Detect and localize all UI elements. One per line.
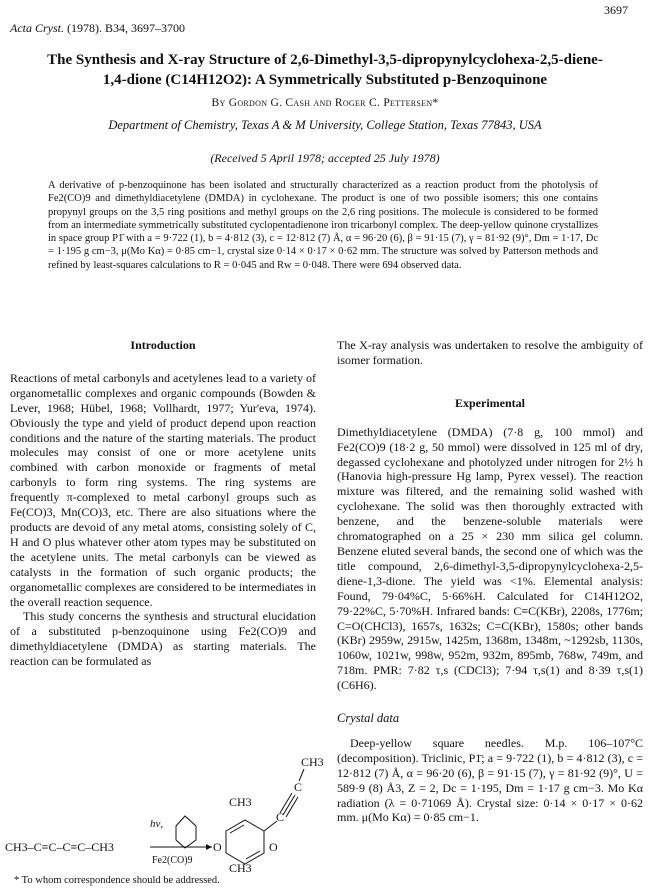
crystal-data-paragraph: Deep-yellow square needles. M.p. 106–107°C (decomposition). Triclinic, P1̄; a = 9·722 (1), b = 4·812 (3), c = 12·812 (7) Å, α = 96·20 (6), β = 91·15 (7), γ = 81·92 (9)°, U = 589·9 (8) Å3, Z = 2, Dc = 1·195, Dm = 1·17 g cm−3. Mo Kα radiation (λ = 0·71069 Å). Crystal size: 0·14 × 0·17 × 0·62 mm. μ(Mo Kα) = 0·85 cm−1. [337, 735, 643, 825]
quinone-ring-icon [226, 820, 264, 864]
received-dates: (Received 5 April 1978; accepted 25 July 1978) [210, 151, 440, 165]
reagent-label: Fe2(CO)9 [152, 855, 193, 866]
article-title-line-2: 1,4-dione (C14H12O2): A Symmetrically Substituted p-Benzoquinone [102, 72, 548, 88]
article-title [10, 50, 640, 90]
article-title-line-1: The Synthesis and X-ray Structure of 2,6-Dimethyl-3,5-dipropynylcyclohexa-2,5-diene- [47, 52, 603, 68]
carbon-top-1: C [276, 810, 285, 824]
journal-volume-pages: (1978). B34, 3697–3700 [64, 21, 185, 35]
crystal-data-heading: Crystal data [337, 711, 400, 726]
double-bond-icon [230, 825, 244, 833]
double-bond-icon [246, 851, 260, 859]
introduction-section [10, 338, 316, 669]
author-line: By Gordon G. Cash and Roger C. Pettersen* [211, 97, 439, 109]
light-label: hν, [150, 818, 164, 830]
introduction-continuation: The X-ray analysis was undertaken to resolve the ambiguity of isomer formation. [337, 338, 643, 367]
oxygen-left: O [213, 840, 222, 854]
introduction-paragraph-1: Reactions of metal carbonyls and acetylenes lead to a variety of organometallic complexes and organic compounds (Bowden & Lever, 1968; Hübel, 1968; Vollhardt, 1977; Yur'eva, 1974). Obviously the type and yield of product depend upon reaction conditions and the nature of the starting materials. The product molecules may consist of one or more acetylene units combined with carbon monoxide or fragments of metal carbonyls to form ring systems. The ring systems are frequently π-complexed to metal carbonyl groups such as Fe(CO)3, Mn(CO)3, etc. There are also situations where the products are devoid of any metal atoms, consisting solely of C, H and O plus whatever other atom types may be substituted on the acetylene units. The metal carbonyls can be viewed as catalysts in the formation of such organic products; the organometallic complexes are considered to be intermediates in the overall reaction sequence. [10, 370, 316, 609]
methyl-bottom: CH3 [229, 861, 252, 875]
affiliation: Department of Chemistry, Texas A & M University, College Station, Texas 77843, USA [108, 118, 542, 132]
right-column [337, 338, 643, 825]
reaction-scheme [0, 755, 324, 875]
correspondence-footnote: * To whom correspondence should be addressed. [14, 875, 220, 886]
journal-name: Acta Cryst. [10, 21, 64, 35]
cyclohexane-ring-icon [176, 816, 196, 848]
methyl-top-chain: CH3 [301, 755, 324, 769]
journal-reference [10, 21, 185, 36]
abstract: A derivative of p-benzoquinone has been isolated and structurally characterized as a reaction product from the photolysis of Fe2(CO)9 and dimethyldiacetylene (DMDA) in cyclohexane. The product is one of two possible isomers; this one contains propynyl groups on the 3,5 ring positions and methyl groups on the 2,6 ring positions. The molecule is considered to be formed from an intermediate symmetrically substituted cyclopentadienone iron tricarbonyl complex. The deep-yellow quinone crystallizes in space group P1̄ with a = 9·722 (1), b = 4·812 (3), c = 12·812 (7) Å, α = 96·20 (6), β = 91·15 (7), γ = 81·92 (9)°, Dm = 1·17, Dc = 1·195 g cm−3, μ(Mo Kα) = 0·85 cm−1, crystal size 0·14 × 0·17 × 0·62 mm. The structure was solved by Patterson methods and refined by least-squares calculations to R = 0·045 and Rw = 0·048. There were 694 observed data. [48, 180, 598, 271]
introduction-paragraph-2: This study concerns the synthesis and structural elucidation of a substituted p-benzoquinone using Fe2(CO)9 and dimethyldiacetylene (DMDA) as starting materials. The reaction can be formulated as [10, 609, 316, 669]
carbon-top-2: C [294, 780, 303, 794]
experimental-paragraph: Dimethyldiacetylene (DMDA) (7·8 g, 100 mmol) and Fe2(CO)9 (18·2 g, 50 mmol) were dissolved in 125 ml of dry, degassed cyclohexane and photolyzed under nitrogen for 2½ h (Hanovia high-pressure Hg lamp, Pyrex vessel). The reaction mixture was filtered, and the remaining solid washed with cyclohexane. The solid was then thoroughly extracted with benzene, and the benzene-soluble materials were chromatographed on a 25 × 230 mm silica gel column. Benzene eluted several bands, the second one of which was the title compound, 2,6-dimethyl-3,5-dipropynylcyclohexa-2,5-diene-1,3-dione. The yield was <1%. Elemental analysis: Found, 79·04%C, 5·66%H. Calculated for C14H12O2, 79·22%C, 5·70%H. Infrared bands: C≡C(KBr), 2208s, 1776m; C=O(CHCl3), 1657s, 1632s; C=C(KBr), 1580s; other bands (KBr) 2959w, 2915w, 1425m, 1368m, 1348m, ~1292sb, 1130s, 1060w, 1021w, 998w, 952m, 932m, 895mb, 768w, 749m, and 718m. PMR: 7·82 τ,s (CDCl3); 7·94 τ,s(1) and 8·39 τ,s(1) (C6H6). [337, 424, 643, 693]
page-number: 3697 [604, 3, 628, 17]
reactant-formula: CH3–C≡C–C≡C–CH3 [5, 840, 114, 854]
experimental-heading: Experimental [455, 395, 525, 410]
methyl-top: CH3 [229, 795, 252, 809]
arrowhead-icon [206, 844, 212, 850]
introduction-heading: Introduction [130, 338, 196, 352]
oxygen-right: O [269, 840, 278, 854]
